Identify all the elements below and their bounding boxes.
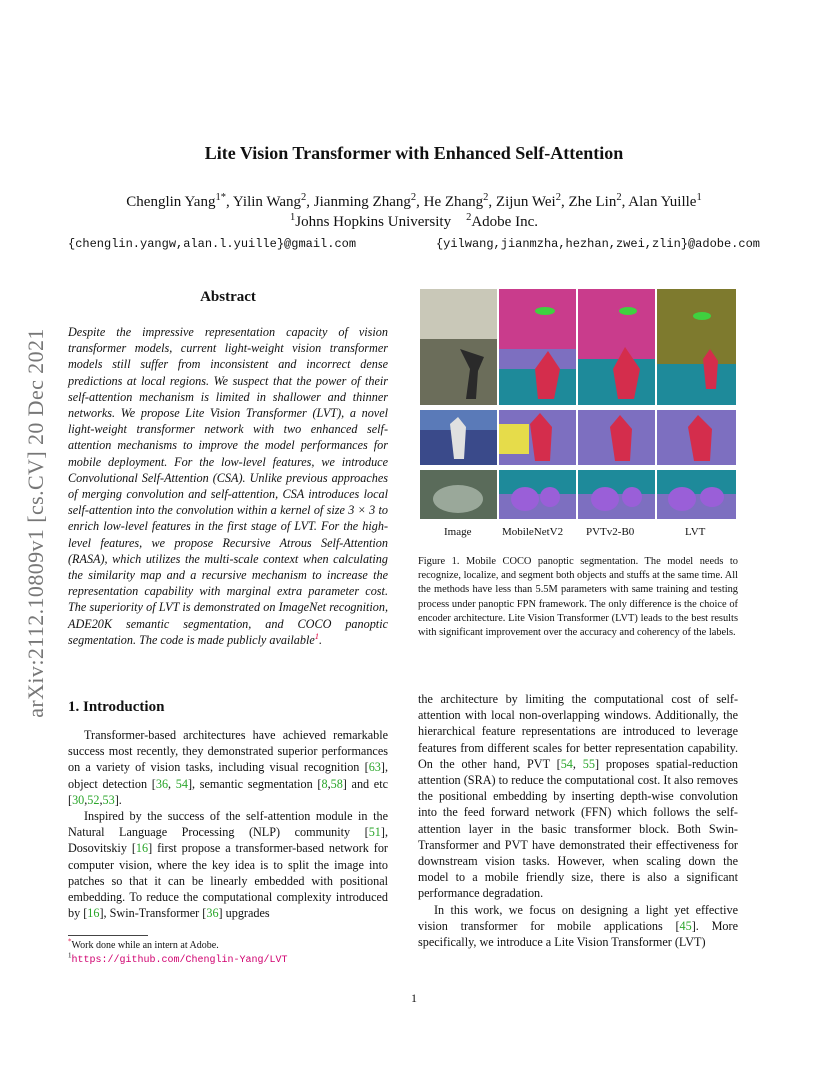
arxiv-identifier-text: arXiv:2112.10809v1 [cs.CV] 20 Dec 2021 xyxy=(23,328,48,718)
author-name: Zhe Lin xyxy=(568,194,617,210)
citation[interactable]: 63 xyxy=(368,760,381,775)
citation[interactable]: 51 xyxy=(368,825,381,840)
citation[interactable]: 52 xyxy=(87,792,100,807)
citation[interactable]: 54 xyxy=(560,756,573,771)
author-name: Yilin Wang xyxy=(232,194,302,210)
abstract-footnote-ref[interactable]: 1 xyxy=(314,630,320,641)
intro-paragraph-4: In this work, we focus on designing a light yet effective vision transformer for mobile applications [45]. More specifically, we introduce a Lite Vision Transformer (LVT) xyxy=(418,902,738,950)
author-affiliation-mark: 2 xyxy=(483,192,489,203)
intro-paragraph-1: Transformer-based architectures have achieved remarkable success most recently, they demonstrated superior performances on a variety of vision tasks, including visual recognition [63], object detection [36, 54], semantic segmentation [8,58] and etc [30,52,53]. xyxy=(68,728,389,807)
label-mobilenetv2: MobileNetV2 xyxy=(502,526,564,538)
label-lvt: LVT xyxy=(685,526,706,538)
author-affiliation-mark: 1 xyxy=(696,192,702,203)
citation[interactable]: 16 xyxy=(135,841,149,856)
citation[interactable]: 8 xyxy=(321,776,328,791)
footnote-intern: *Work done while an intern at Adobe. xyxy=(68,937,219,951)
paper-title: Lite Vision Transformer with Enhanced Self-Attention xyxy=(204,143,624,163)
citation[interactable]: 54 xyxy=(175,776,188,791)
author-name: Alan Yuille xyxy=(628,194,697,210)
footnotes xyxy=(68,939,388,968)
citation[interactable]: 58 xyxy=(330,776,343,791)
footnote-code-url: $^1$https://github.com/Chenglin-Yang/LVT xyxy=(68,951,288,966)
abstract-text: Despite the impressive representation capacity of vision transformer models, current light-weight vision transformer models still suffer from inconsistent and incorrect dense predictions at local regions. We suspect that the power of their self-attention mechanism is limited in shallower and thinner networks. We propose Lite Vision Transformer (LVT), a novel light-weight transformer network with two enhanced self-attention mechanisms to improve the model performances for mobile deployment. For the low-level features, we introduce Convolutional Self-Attention (CSA). Unlike previous approaches of merging convolution and self-attention, CSA introduces local self-attention into the convolution within a kernel of size 3 × 3 to enrich low-level features in the first stage of LVT. For the high-level features, we propose Recursive Atrous Self-Attention (RASA), which utilizes the multi-scale context when calculating the similarity map and a recursive mechanism to increase the representation capability with marginal extra parameter cost. The superiority of LVT is demonstrated on ImageNet recognition, ADE20K semantic segmentation, and COCO panoptic segmentation. The code is made publicly available$^1$. xyxy=(68,325,388,647)
citation[interactable]: 45 xyxy=(679,918,692,933)
citation[interactable]: 36 xyxy=(155,776,169,791)
intro-paragraph-2: Inspired by the success of the self-attention module in the Natural Language Processing (NLP) community [51], Dosovitskiy [16] first propose a transformer-based network for computer vision, where the key idea is to split the image into patches so that it can be linearly embedded with positional embedding. To reduce the computational complexity introduced by [16], Swin-Transformer [36] upgrades xyxy=(68,809,388,921)
citation[interactable]: 53 xyxy=(102,792,115,807)
author-affiliation-mark: 1* xyxy=(215,192,226,203)
author-emails xyxy=(68,237,760,251)
label-pvtv2: PVTv2-B0 xyxy=(586,526,635,538)
author-name: He Zhang xyxy=(423,194,484,210)
abstract-heading: Abstract xyxy=(200,289,256,305)
email-gmail: {chenglin.yangw,alan.l.yuille}@gmail.com xyxy=(68,237,357,251)
citation[interactable]: 30 xyxy=(72,792,85,807)
introduction-left-column xyxy=(68,727,388,921)
figure-row-2 xyxy=(420,410,736,465)
figure-1-panoptic-grid xyxy=(420,289,736,519)
intro-paragraph-3: the architecture by limiting the computational cost of self-attention with local non-overlapping windows. Additionally, the hierarchical feature representations are introduced to leverage features from different scales for better representation capability. On the other hand, PVT [54, 55] proposes spatial-reduction attention (SRA) to reduce the computational cost. It also removes the positional embedding by inserting depth-wise convolution into the feed forward network (FFN) which follows the self-attention layer in the basic transformer block. Both Swin-Transformer and PVT have demonstrated their effectiveness for downstream vision tasks. However, when scaling down the model to a mobile friendly size, there is also a significant performance degradation. xyxy=(418,692,738,901)
email-adobe: {yilwang,jianmzha,hezhan,zwei,zlin}@adobe.com xyxy=(435,237,760,251)
page-number: 1 xyxy=(411,991,417,1005)
arxiv-identifier xyxy=(18,283,54,763)
figure-row-3 xyxy=(420,470,736,519)
affiliations: $^1$Johns Hopkins University $^2$Adobe Inc. xyxy=(290,212,538,230)
citation[interactable]: 16 xyxy=(87,906,100,921)
footnote-rule xyxy=(68,935,148,936)
affiliation-jhu: Johns Hopkins University xyxy=(295,214,452,230)
author-affiliation-mark: 2 xyxy=(616,192,622,203)
code-url-link[interactable]: https://github.com/Chenglin-Yang/LVT xyxy=(71,955,288,966)
citation[interactable]: 55 xyxy=(582,756,595,771)
author-affiliation-mark: 2 xyxy=(301,192,307,203)
author-list: Chenglin Yang$^{1*}$, Yilin Wang$^2$, Jianming Zhang$^2$, He Zhang$^2$, Zijun Wei$^2$, Zhe Lin$^2$, Alan Yuille$^1$ xyxy=(126,192,702,210)
author-affiliation-mark: 2 xyxy=(410,192,417,203)
introduction-heading: 1. Introduction xyxy=(68,699,165,715)
figure-row-1 xyxy=(420,289,736,405)
author-name: Jianming Zhang xyxy=(313,194,411,210)
author-name: Zijun Wei xyxy=(495,194,556,210)
introduction-right-column xyxy=(418,691,738,950)
author-name: Chenglin Yang xyxy=(126,194,216,210)
label-image: Image xyxy=(444,526,472,538)
affiliation-adobe: Adobe Inc. xyxy=(471,214,538,230)
figure-1-caption: Figure 1. Mobile COCO panoptic segmentation. The model needs to recognize, localize, and segment both objects and stuffs at the same time. All the methods have less than 5.5M parameters with same training and testing process under panoptic FPN framework. The only difference is the choice of encoder architecture. Lite Vision Transformer (LVT) leads to the best results with significant improvement over the accuracy and coherency of the labels. xyxy=(418,556,738,639)
author-affiliation-mark: 2 xyxy=(555,192,561,203)
citation[interactable]: 36 xyxy=(206,906,219,921)
